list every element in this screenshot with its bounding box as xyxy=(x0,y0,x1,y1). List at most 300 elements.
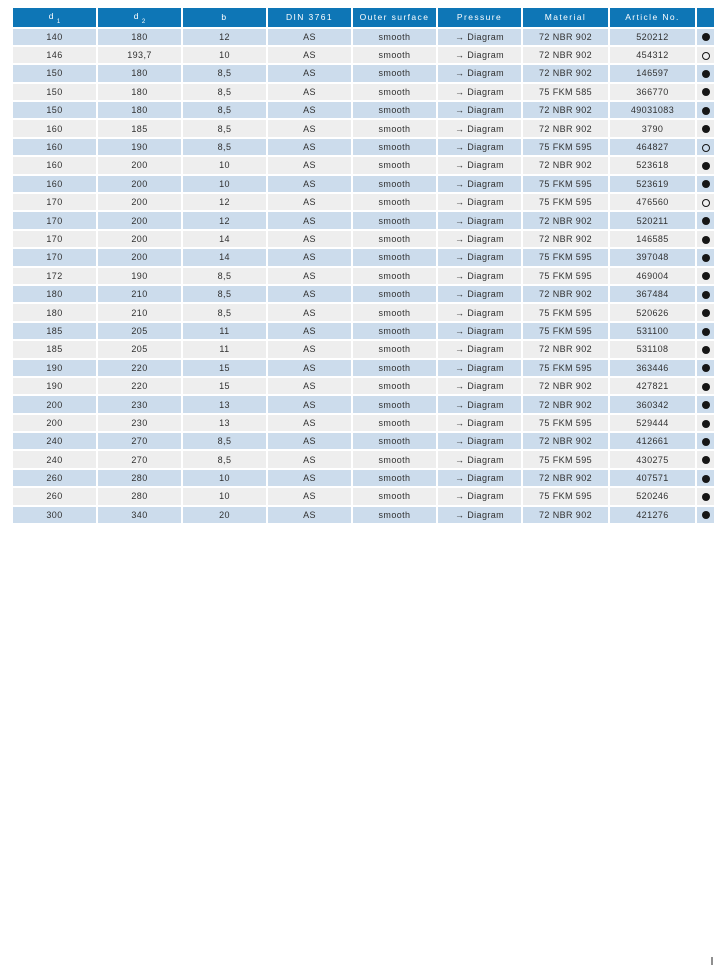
cell-d1: 185 xyxy=(13,341,96,357)
col-header-article-no: Article No. xyxy=(610,8,695,27)
cell-d2: 180 xyxy=(98,84,181,100)
cell-outer: smooth xyxy=(353,415,436,431)
cell-pressure: → Diagram xyxy=(438,451,521,467)
cell-availability xyxy=(697,120,714,136)
cell-d2: 220 xyxy=(98,360,181,376)
table-row xyxy=(13,157,714,173)
cell-b: 15 xyxy=(183,360,266,376)
cell-outer: smooth xyxy=(353,157,436,173)
cell-outer: smooth xyxy=(353,507,436,523)
cell-material: 75 FKM 595 xyxy=(523,304,608,320)
table-row xyxy=(13,507,714,523)
cell-d2: 200 xyxy=(98,157,181,173)
cell-availability xyxy=(697,212,714,228)
cell-article: 454312 xyxy=(610,47,695,63)
col-header-b: b xyxy=(183,8,266,27)
filled-circle-icon xyxy=(702,438,710,446)
cell-d1: 146 xyxy=(13,47,96,63)
cell-article: 427821 xyxy=(610,378,695,394)
filled-circle-icon xyxy=(702,383,710,391)
cell-pressure: → Diagram xyxy=(438,139,521,155)
cell-article: 520246 xyxy=(610,488,695,504)
filled-circle-icon xyxy=(702,254,710,262)
cell-material: 75 FKM 585 xyxy=(523,84,608,100)
cell-article: 407571 xyxy=(610,470,695,486)
table-row xyxy=(13,65,714,81)
cell-outer: smooth xyxy=(353,231,436,247)
cell-article: 430275 xyxy=(610,451,695,467)
cell-availability xyxy=(697,102,714,118)
cell-din: AS xyxy=(268,176,351,192)
cell-article: 520626 xyxy=(610,304,695,320)
table-row xyxy=(13,488,714,504)
cell-pressure: → Diagram xyxy=(438,286,521,302)
cell-material: 75 FKM 595 xyxy=(523,268,608,284)
cell-availability xyxy=(697,378,714,394)
cell-article: 520211 xyxy=(610,212,695,228)
cell-d1: 240 xyxy=(13,451,96,467)
cell-b: 10 xyxy=(183,488,266,504)
cell-pressure: → Diagram xyxy=(438,415,521,431)
cell-din: AS xyxy=(268,249,351,265)
cell-b: 13 xyxy=(183,415,266,431)
cell-d2: 230 xyxy=(98,415,181,431)
cell-outer: smooth xyxy=(353,176,436,192)
cell-d1: 185 xyxy=(13,323,96,339)
table-row xyxy=(13,249,714,265)
cell-din: AS xyxy=(268,378,351,394)
table-row xyxy=(13,378,714,394)
cell-din: AS xyxy=(268,194,351,210)
cell-article: 520212 xyxy=(610,29,695,45)
filled-circle-icon xyxy=(702,328,710,336)
cell-din: AS xyxy=(268,360,351,376)
cell-article: 523618 xyxy=(610,157,695,173)
cell-din: AS xyxy=(268,157,351,173)
cell-b: 10 xyxy=(183,157,266,173)
page-corner-mark xyxy=(711,957,713,965)
cell-d1: 200 xyxy=(13,396,96,412)
cell-availability xyxy=(697,65,714,81)
cell-b: 8,5 xyxy=(183,268,266,284)
cell-pressure: → Diagram xyxy=(438,249,521,265)
cell-availability xyxy=(697,268,714,284)
filled-circle-icon xyxy=(702,107,710,115)
cell-d2: 200 xyxy=(98,249,181,265)
cell-din: AS xyxy=(268,433,351,449)
cell-availability xyxy=(697,304,714,320)
cell-article: 421276 xyxy=(610,507,695,523)
cell-d1: 150 xyxy=(13,84,96,100)
cell-din: AS xyxy=(268,396,351,412)
cell-availability xyxy=(697,231,714,247)
cell-material: 72 NBR 902 xyxy=(523,120,608,136)
cell-b: 8,5 xyxy=(183,102,266,118)
table-row xyxy=(13,231,714,247)
cell-din: AS xyxy=(268,323,351,339)
cell-availability xyxy=(697,323,714,339)
table-row xyxy=(13,286,714,302)
col-header-material: Material xyxy=(523,8,608,27)
cell-pressure: → Diagram xyxy=(438,507,521,523)
cell-material: 75 FKM 595 xyxy=(523,139,608,155)
cell-availability xyxy=(697,470,714,486)
cell-material: 72 NBR 902 xyxy=(523,231,608,247)
cell-din: AS xyxy=(268,84,351,100)
cell-din: AS xyxy=(268,47,351,63)
table-row xyxy=(13,304,714,320)
cell-article: 146585 xyxy=(610,231,695,247)
cell-material: 75 FKM 595 xyxy=(523,415,608,431)
cell-pressure: → Diagram xyxy=(438,304,521,320)
cell-availability xyxy=(697,286,714,302)
cell-availability xyxy=(697,396,714,412)
cell-b: 8,5 xyxy=(183,433,266,449)
cell-outer: smooth xyxy=(353,451,436,467)
table-row xyxy=(13,470,714,486)
cell-b: 8,5 xyxy=(183,451,266,467)
table-row xyxy=(13,396,714,412)
filled-circle-icon xyxy=(702,401,710,409)
cell-pressure: → Diagram xyxy=(438,341,521,357)
table-row xyxy=(13,212,714,228)
cell-d2: 340 xyxy=(98,507,181,523)
cell-material: 72 NBR 902 xyxy=(523,65,608,81)
filled-circle-icon xyxy=(702,475,710,483)
cell-availability xyxy=(697,29,714,45)
cell-d1: 160 xyxy=(13,157,96,173)
table-row xyxy=(13,139,714,155)
cell-outer: smooth xyxy=(353,488,436,504)
cell-d2: 280 xyxy=(98,470,181,486)
open-circle-icon xyxy=(702,199,710,207)
cell-pressure: → Diagram xyxy=(438,433,521,449)
cell-d2: 280 xyxy=(98,488,181,504)
cell-article: 397048 xyxy=(610,249,695,265)
table-row xyxy=(13,84,714,100)
cell-material: 72 NBR 902 xyxy=(523,47,608,63)
table-row xyxy=(13,176,714,192)
cell-article: 3790 xyxy=(610,120,695,136)
cell-d1: 160 xyxy=(13,176,96,192)
cell-b: 11 xyxy=(183,341,266,357)
cell-outer: smooth xyxy=(353,360,436,376)
cell-outer: smooth xyxy=(353,47,436,63)
cell-pressure: → Diagram xyxy=(438,470,521,486)
cell-d2: 210 xyxy=(98,286,181,302)
cell-article: 529444 xyxy=(610,415,695,431)
table-body xyxy=(13,29,714,524)
cell-article: 469004 xyxy=(610,268,695,284)
cell-din: AS xyxy=(268,488,351,504)
cell-b: 14 xyxy=(183,231,266,247)
filled-circle-icon xyxy=(702,180,710,188)
cell-pressure: → Diagram xyxy=(438,157,521,173)
cell-b: 15 xyxy=(183,378,266,394)
table-row xyxy=(13,102,714,118)
cell-d1: 170 xyxy=(13,231,96,247)
col-header-d1: $d_1$ xyxy=(13,8,96,27)
cell-d1: 260 xyxy=(13,488,96,504)
cell-d1: 260 xyxy=(13,470,96,486)
table-row xyxy=(13,194,714,210)
cell-outer: smooth xyxy=(353,304,436,320)
cell-pressure: → Diagram xyxy=(438,268,521,284)
cell-b: 12 xyxy=(183,29,266,45)
cell-pressure: → Diagram xyxy=(438,120,521,136)
col-header-d2: $d_2$ xyxy=(98,8,181,27)
cell-outer: smooth xyxy=(353,29,436,45)
cell-b: 8,5 xyxy=(183,286,266,302)
cell-availability xyxy=(697,488,714,504)
cell-outer: smooth xyxy=(353,212,436,228)
filled-circle-icon xyxy=(702,217,710,225)
cell-availability xyxy=(697,451,714,467)
cell-din: AS xyxy=(268,304,351,320)
filled-circle-icon xyxy=(702,272,710,280)
cell-d2: 180 xyxy=(98,65,181,81)
table-row xyxy=(13,268,714,284)
cell-material: 72 NBR 902 xyxy=(523,507,608,523)
cell-d1: 172 xyxy=(13,268,96,284)
cell-article: 464827 xyxy=(610,139,695,155)
cell-pressure: → Diagram xyxy=(438,212,521,228)
cell-din: AS xyxy=(268,65,351,81)
cell-outer: smooth xyxy=(353,65,436,81)
cell-din: AS xyxy=(268,120,351,136)
cell-article: 363446 xyxy=(610,360,695,376)
cell-din: AS xyxy=(268,286,351,302)
table-row xyxy=(13,360,714,376)
cell-d2: 200 xyxy=(98,231,181,247)
cell-availability xyxy=(697,433,714,449)
cell-d2: 230 xyxy=(98,396,181,412)
cell-pressure: → Diagram xyxy=(438,378,521,394)
cell-material: 72 NBR 902 xyxy=(523,102,608,118)
cell-article: 366770 xyxy=(610,84,695,100)
cell-d1: 160 xyxy=(13,139,96,155)
cell-b: 13 xyxy=(183,396,266,412)
open-circle-icon xyxy=(702,52,710,60)
cell-availability xyxy=(697,194,714,210)
cell-b: 10 xyxy=(183,47,266,63)
cell-availability xyxy=(697,139,714,155)
table-row xyxy=(13,29,714,45)
cell-din: AS xyxy=(268,102,351,118)
cell-d2: 205 xyxy=(98,323,181,339)
cell-pressure: → Diagram xyxy=(438,176,521,192)
cell-b: 8,5 xyxy=(183,65,266,81)
cell-outer: smooth xyxy=(353,323,436,339)
cell-d2: 200 xyxy=(98,194,181,210)
cell-d2: 193,7 xyxy=(98,47,181,63)
cell-d1: 300 xyxy=(13,507,96,523)
cell-din: AS xyxy=(268,341,351,357)
cell-outer: smooth xyxy=(353,470,436,486)
cell-d1: 170 xyxy=(13,212,96,228)
filled-circle-icon xyxy=(702,493,710,501)
cell-material: 75 FKM 595 xyxy=(523,249,608,265)
cell-d1: 190 xyxy=(13,378,96,394)
cell-outer: smooth xyxy=(353,84,436,100)
cell-material: 75 FKM 595 xyxy=(523,176,608,192)
cell-d2: 185 xyxy=(98,120,181,136)
cell-b: 11 xyxy=(183,323,266,339)
cell-material: 72 NBR 902 xyxy=(523,212,608,228)
cell-d2: 270 xyxy=(98,451,181,467)
cell-material: 72 NBR 902 xyxy=(523,341,608,357)
cell-outer: smooth xyxy=(353,102,436,118)
cell-d1: 170 xyxy=(13,194,96,210)
cell-d1: 160 xyxy=(13,120,96,136)
cell-material: 72 NBR 902 xyxy=(523,470,608,486)
cell-pressure: → Diagram xyxy=(438,323,521,339)
cell-material: 72 NBR 902 xyxy=(523,286,608,302)
cell-b: 14 xyxy=(183,249,266,265)
table-row xyxy=(13,433,714,449)
table-row xyxy=(13,415,714,431)
col-header-din-3761: DIN 3761 xyxy=(268,8,351,27)
cell-pressure: → Diagram xyxy=(438,488,521,504)
cell-d1: 200 xyxy=(13,415,96,431)
cell-d1: 180 xyxy=(13,304,96,320)
cell-d2: 270 xyxy=(98,433,181,449)
cell-outer: smooth xyxy=(353,341,436,357)
cell-material: 72 NBR 902 xyxy=(523,378,608,394)
table-header xyxy=(13,8,714,27)
cell-outer: smooth xyxy=(353,286,436,302)
cell-material: 75 FKM 595 xyxy=(523,194,608,210)
cell-material: 72 NBR 902 xyxy=(523,396,608,412)
cell-article: 49031083 xyxy=(610,102,695,118)
cell-pressure: → Diagram xyxy=(438,29,521,45)
table-row xyxy=(13,323,714,339)
cell-d2: 220 xyxy=(98,378,181,394)
cell-d1: 150 xyxy=(13,65,96,81)
cell-b: 10 xyxy=(183,176,266,192)
cell-material: 72 NBR 902 xyxy=(523,157,608,173)
filled-circle-icon xyxy=(702,364,710,372)
cell-article: 146597 xyxy=(610,65,695,81)
cell-d2: 200 xyxy=(98,176,181,192)
cell-d1: 140 xyxy=(13,29,96,45)
cell-pressure: → Diagram xyxy=(438,360,521,376)
table-row xyxy=(13,341,714,357)
cell-outer: smooth xyxy=(353,378,436,394)
cell-availability xyxy=(697,360,714,376)
filled-circle-icon xyxy=(702,162,710,170)
cell-din: AS xyxy=(268,212,351,228)
cell-article: 523619 xyxy=(610,176,695,192)
filled-circle-icon xyxy=(702,346,710,354)
filled-circle-icon xyxy=(702,70,710,78)
cell-b: 8,5 xyxy=(183,84,266,100)
filled-circle-icon xyxy=(702,420,710,428)
cell-pressure: → Diagram xyxy=(438,396,521,412)
cell-d2: 210 xyxy=(98,304,181,320)
table-row xyxy=(13,451,714,467)
cell-din: AS xyxy=(268,470,351,486)
cell-d2: 190 xyxy=(98,139,181,155)
table-row xyxy=(13,120,714,136)
cell-availability xyxy=(697,249,714,265)
col-header-availability xyxy=(697,8,714,27)
col-header-outer-surface: Outer surface xyxy=(353,8,436,27)
cell-article: 360342 xyxy=(610,396,695,412)
cell-availability xyxy=(697,84,714,100)
cell-outer: smooth xyxy=(353,139,436,155)
cell-d2: 205 xyxy=(98,341,181,357)
cell-availability xyxy=(697,47,714,63)
cell-d1: 190 xyxy=(13,360,96,376)
cell-b: 20 xyxy=(183,507,266,523)
cell-outer: smooth xyxy=(353,396,436,412)
cell-d2: 180 xyxy=(98,29,181,45)
cell-pressure: → Diagram xyxy=(438,84,521,100)
cell-availability xyxy=(697,176,714,192)
cell-d2: 180 xyxy=(98,102,181,118)
cell-pressure: → Diagram xyxy=(438,194,521,210)
filled-circle-icon xyxy=(702,236,710,244)
cell-pressure: → Diagram xyxy=(438,65,521,81)
filled-circle-icon xyxy=(702,125,710,133)
cell-material: 75 FKM 595 xyxy=(523,360,608,376)
cell-d2: 190 xyxy=(98,268,181,284)
cell-outer: smooth xyxy=(353,268,436,284)
cell-article: 531108 xyxy=(610,341,695,357)
cell-availability xyxy=(697,507,714,523)
cell-b: 10 xyxy=(183,470,266,486)
filled-circle-icon xyxy=(702,88,710,96)
cell-d1: 240 xyxy=(13,433,96,449)
cell-article: 531100 xyxy=(610,323,695,339)
cell-din: AS xyxy=(268,415,351,431)
cell-article: 412661 xyxy=(610,433,695,449)
cell-availability xyxy=(697,341,714,357)
col-header-pressure: Pressure xyxy=(438,8,521,27)
filled-circle-icon xyxy=(702,291,710,299)
cell-material: 75 FKM 595 xyxy=(523,451,608,467)
cell-pressure: → Diagram xyxy=(438,102,521,118)
cell-pressure: → Diagram xyxy=(438,47,521,63)
cell-b: 8,5 xyxy=(183,304,266,320)
cell-b: 12 xyxy=(183,212,266,228)
filled-circle-icon xyxy=(702,511,710,519)
filled-circle-icon xyxy=(702,33,710,41)
cell-outer: smooth xyxy=(353,120,436,136)
cell-din: AS xyxy=(268,29,351,45)
cell-din: AS xyxy=(268,507,351,523)
filled-circle-icon xyxy=(702,309,710,317)
cell-article: 367484 xyxy=(610,286,695,302)
cell-material: 75 FKM 595 xyxy=(523,488,608,504)
cell-availability xyxy=(697,157,714,173)
cell-din: AS xyxy=(268,231,351,247)
cell-din: AS xyxy=(268,139,351,155)
cell-d1: 150 xyxy=(13,102,96,118)
cell-material: 75 FKM 595 xyxy=(523,323,608,339)
cell-material: 72 NBR 902 xyxy=(523,29,608,45)
cell-d1: 170 xyxy=(13,249,96,265)
cell-outer: smooth xyxy=(353,194,436,210)
cell-outer: smooth xyxy=(353,433,436,449)
cell-availability xyxy=(697,415,714,431)
cell-article: 476560 xyxy=(610,194,695,210)
cell-din: AS xyxy=(268,451,351,467)
cell-outer: smooth xyxy=(353,249,436,265)
open-circle-icon xyxy=(702,144,710,152)
cell-d2: 200 xyxy=(98,212,181,228)
